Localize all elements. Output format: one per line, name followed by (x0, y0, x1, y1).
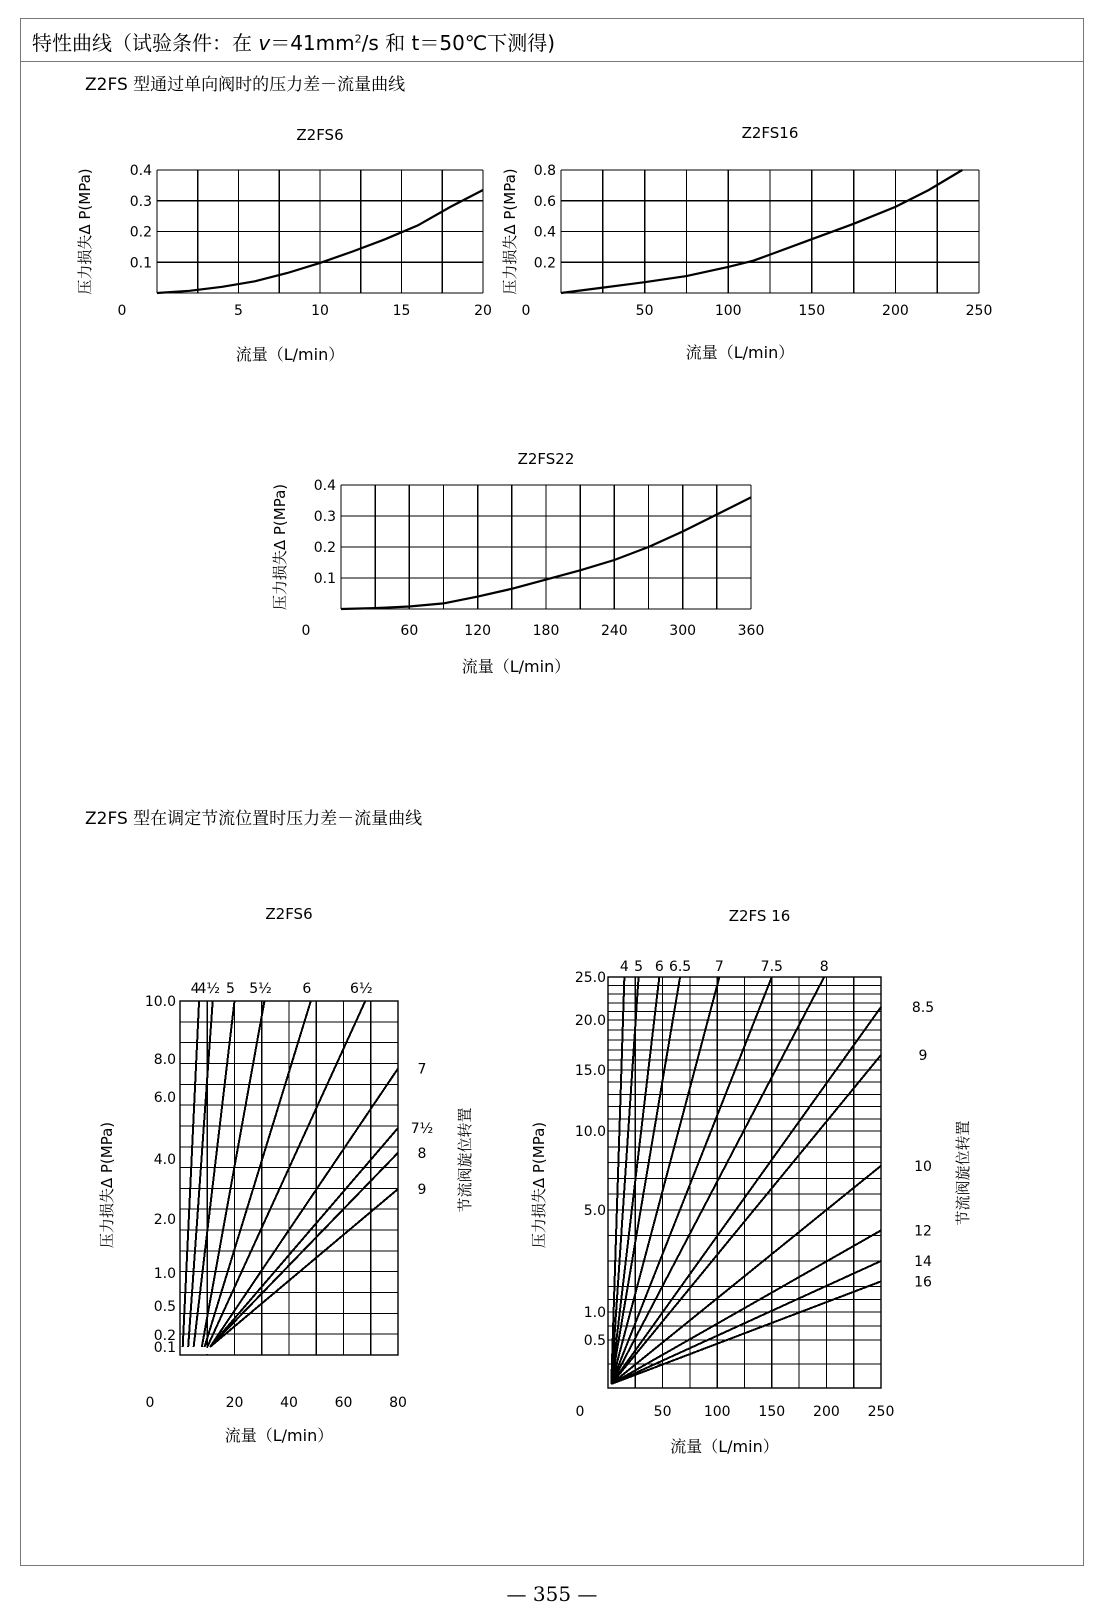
y2-axis-label: 节流阀旋位转置 (456, 1107, 474, 1213)
x-tick-label: 300 (669, 623, 697, 639)
series-label: 5 (226, 981, 235, 997)
series-label: 6½ (350, 981, 373, 997)
series-label: 4½ (197, 981, 220, 997)
series-label: 6.5 (668, 959, 692, 975)
x-tick-label: 20 (225, 1395, 244, 1411)
plot-notch (181, 1348, 209, 1354)
series-label: 6 (302, 981, 312, 997)
x-tick-label: 40 (280, 1395, 298, 1411)
series-label: 9 (417, 1182, 427, 1198)
chart-title: Z2FS6 (265, 905, 313, 923)
y-tick-label: 0.4 (533, 224, 556, 241)
x-tick-label: 50 (653, 1404, 672, 1420)
y-axis-label: 压力损失Δ P(MPa) (98, 1121, 116, 1249)
series-label: 5 (634, 959, 644, 975)
x-tick-label: 0 (575, 1404, 585, 1420)
chart-title: Z2FS22 (517, 450, 575, 468)
x-tick-label: 10 (311, 303, 329, 319)
series-label: 8 (819, 959, 829, 975)
x-axis-label: 流量（L/min） (461, 657, 571, 676)
y-tick-label: 10.0 (574, 1124, 606, 1140)
page-title: 特性曲线（试验条件：在 $v=41mm^2/s$ 和 t＝50℃下测得) (32, 31, 556, 55)
y-tick-label: 0.3 (129, 193, 152, 210)
series-label: 10 (914, 1158, 932, 1175)
y-tick-label: 0.2 (153, 1328, 176, 1344)
series-label: 12 (914, 1223, 932, 1240)
page-number: — 355 — (506, 1582, 598, 1606)
chart-z2fs16-throttle (510, 895, 1010, 1465)
x-tick-label: 150 (798, 303, 826, 319)
x-tick-label: 360 (737, 623, 765, 639)
x-tick-label: 100 (714, 303, 742, 319)
x-axis-label: 流量（L/min） (224, 1426, 334, 1445)
data-line (210, 1189, 398, 1347)
section-title-check-valve: Z2FS 型通过单向阀时的压力差－流量曲线 (85, 75, 406, 95)
series-label: 8 (417, 1145, 427, 1162)
y-tick-label: 0.5 (583, 1333, 606, 1349)
data-line (611, 977, 719, 1384)
y-tick-label: 1.0 (153, 1266, 176, 1282)
y-tick-label: 0.1 (313, 571, 336, 587)
chart-z2fs6-check (60, 120, 510, 380)
data-line (611, 1166, 881, 1384)
series-label: 7½ (410, 1121, 434, 1137)
header-bar (20, 18, 1084, 62)
series-label: 16 (914, 1274, 932, 1291)
x-tick-label: 250 (867, 1404, 895, 1420)
y-tick-label: 0.4 (313, 478, 336, 494)
x-tick-label: 5 (234, 303, 243, 319)
x-tick-label: 120 (464, 623, 492, 639)
chart-title: Z2FS16 (741, 124, 799, 142)
x-tick-label: 50 (635, 303, 654, 319)
y-tick-label: 0.2 (533, 255, 556, 272)
x-tick-label: 200 (813, 1404, 840, 1420)
y-tick-label: 5.0 (583, 1203, 606, 1219)
x-tick-label: 60 (400, 623, 419, 639)
chart-z2fs6-throttle (80, 895, 510, 1465)
series-label: 6 (654, 959, 664, 975)
y-tick-label: 10.0 (144, 994, 176, 1010)
y-tick-label: 25.0 (574, 970, 606, 986)
y-tick-label: 6.0 (153, 1090, 176, 1106)
x-tick-label: 0 (145, 1395, 155, 1411)
x-tick-label: 200 (882, 303, 909, 319)
y-tick-label: 0.8 (533, 163, 556, 179)
y-tick-label: 0.3 (313, 509, 336, 525)
series-label: 4 (190, 981, 200, 997)
y-axis-label: 压力损失Δ P(MPa) (76, 168, 94, 295)
y-tick-label: 0.1 (153, 1340, 176, 1356)
x-tick-label: 240 (600, 623, 628, 639)
series-label: 7 (417, 1061, 427, 1078)
x-axis-label: 流量（L/min） (670, 1437, 779, 1456)
section-title-throttle: Z2FS 型在调定节流位置时压力差－流量曲线 (85, 809, 423, 829)
y-tick-label: 0.2 (313, 540, 336, 556)
x-tick-label: 15 (392, 303, 411, 319)
x-tick-label: 250 (965, 303, 993, 319)
series-label: 7.5 (760, 959, 783, 975)
y-tick-label: 0.1 (129, 255, 152, 272)
series-label: 4 (619, 959, 629, 975)
x-tick-label: 0 (521, 303, 531, 319)
x-tick-label: 0 (301, 623, 311, 639)
data-line (611, 1281, 881, 1384)
series-label: 14 (914, 1254, 932, 1270)
chart-title: Z2FS6 (296, 126, 344, 144)
y-axis-label: 压力损失Δ P(MPa) (530, 1121, 548, 1249)
series-label: 5½ (249, 981, 272, 997)
series-label: 8.5 (911, 1000, 935, 1017)
chart-z2fs22-check (255, 450, 775, 690)
data-line (205, 1001, 311, 1347)
x-tick-label: 150 (758, 1404, 786, 1420)
y-tick-label: 0.2 (129, 224, 152, 241)
y-tick-label: 8.0 (153, 1052, 176, 1068)
x-axis-label: 流量（L/min） (235, 345, 345, 364)
x-tick-label: 20 (474, 303, 492, 319)
x-tick-label: 180 (532, 623, 560, 639)
data-line (207, 1001, 365, 1347)
y-axis-label: 压力损失Δ P(MPa) (271, 483, 289, 611)
series-label: 9 (918, 1048, 928, 1064)
y-axis-label: 压力损失Δ P(MPa) (501, 168, 519, 295)
x-tick-label: 80 (389, 1395, 407, 1411)
x-tick-label: 0 (117, 303, 127, 319)
y-tick-label: 1.0 (583, 1305, 606, 1321)
y-tick-label: 0.6 (533, 193, 556, 210)
y-tick-label: 4.0 (153, 1152, 176, 1168)
data-line (210, 1153, 398, 1347)
y-tick-label: 15.0 (574, 1063, 606, 1079)
x-axis-label: 流量（L/min） (685, 343, 795, 362)
y2-axis-label: 节流阀旋位转置 (954, 1120, 972, 1226)
x-tick-label: 60 (334, 1395, 353, 1411)
y-tick-label: 0.5 (153, 1299, 176, 1315)
chart-title: Z2FS 16 (728, 907, 791, 925)
series-label: 7 (714, 959, 724, 975)
chart-z2fs16-check (495, 120, 1015, 380)
y-tick-label: 0.4 (129, 163, 152, 179)
x-tick-label: 100 (703, 1404, 731, 1420)
data-line (611, 1007, 881, 1384)
data-line (210, 1069, 398, 1348)
data-line (611, 1055, 881, 1384)
y-tick-label: 20.0 (574, 1013, 606, 1029)
y-tick-label: 2.0 (153, 1212, 176, 1228)
